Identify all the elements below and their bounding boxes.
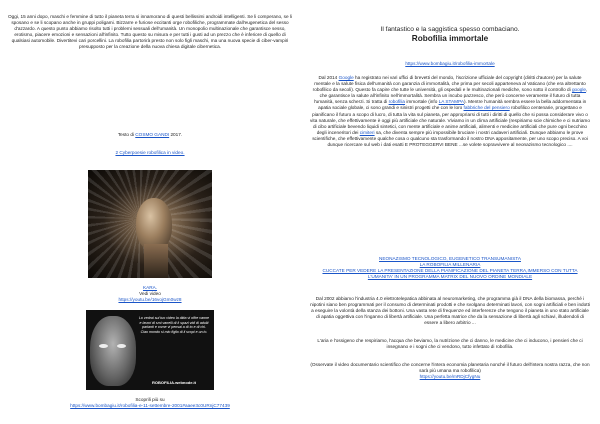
body4-text: (Osservate il video documentario scientifico che concerne l'intera economia planetaria nonché il futuro dell'intera nostra razza, che non sarà più umana ma robofilica) — [310, 362, 590, 374]
cimiteri-link[interactable]: cimiteri — [359, 129, 375, 135]
source-line — [310, 61, 590, 67]
intro-paragraph: Oggi, 15 anni dopo, maschi e femmine di tutto il pianeta terra si innamorano di questi bellissimi androidi intelligenti. Se li comperano, se li sposano e se li scopano anche in gruppi poligami. Bizzarre e furiose eccitanti orge robofiliche, programmate dall'eugenetica del sesso d'azzardo. A questo punto abbiamo risolto tutti i problemi sessuali dell'umanità. Un monopolio multinazionale che garantisce sesso, erotismo, piacere emozioni e sensazioni all'infinito. Tutto questo su misura e per tutti i gusti ad un prezzo che è inferiore di quello di qualsiasi automobile. Divertitevi cari porcellini. La robofilia partorirà presto non solo figli maschi, ma una nuova specie di ciber-vampiri presupposto per la creazione della nuova chiesa digitale cibernetica. — [8, 14, 293, 50]
more-info — [8, 397, 292, 409]
lead-line: Il fantastico e la saggistica spesso combaciano. — [380, 26, 520, 33]
article-title: Robofilia immortale — [411, 34, 489, 43]
cyberpoesie-video-link[interactable]: 2 Cyberpoesie robofilica in video. — [115, 150, 185, 155]
credit-suffix: 2017. — [169, 132, 183, 137]
robofilia-millenaria-link[interactable]: LA ROBOFILIA MILLENARIA — [419, 262, 481, 268]
body1-text-c: , che garantisce la salute all'infinito nell'immortalità. Sembra un incubo pazzesco, che però concerne veramente il futuro di tutta l'umanità, senza scherzi. Si tratta di — [313, 87, 588, 105]
image-head — [136, 198, 172, 250]
body1-text-a: Dal 2014 — [318, 75, 339, 80]
keyword-links — [310, 256, 590, 280]
author-link[interactable]: COSMO GANDI — [135, 132, 170, 137]
credit-prefix: Testo di — [117, 132, 136, 137]
credit-line — [8, 132, 292, 138]
more-url[interactable]: https://www.bombagiu.it/robofilia-e-11-settembre-2001#aaee3c0URnjC77439 — [70, 403, 230, 409]
google-link-2[interactable]: google — [571, 87, 587, 93]
la-stampa-link[interactable]: LA STAMPA — [438, 99, 464, 105]
poster-brand: ROBOFILIA.webnode.it — [152, 380, 196, 385]
fabbriche-link[interactable]: fabbriche del pensiero — [463, 105, 510, 111]
poster-eye-left — [99, 344, 108, 348]
body-paragraph-2: Dal 2002 abbiamo l'industria 4.0 elettrotelepatica abbinata al neuromarketing, che programma già il DNA della biomassa, perché i nipotini siano ben programmati per il consumo di determinati prodotti e che svolgano determinati lavori, con sogni artificiali e ben indotti a eseguire la volontà della stanza dei bottoni. Una vasta rete di frequenze ed interferenze che tengono il pianeta in uno stato artificiale di apatia oggettiva con l'inganno di libertà artificiale. Una perfetta matrice che da la sensazione di libertà agli schiavi, illudendoli di essere a libero arbitrio ... — [310, 296, 590, 326]
vedi-video-label: Vedi video — [139, 291, 161, 297]
poster-face — [90, 316, 136, 386]
presentazione-link[interactable]: CUCCATE PER VEDERE LA PRESENTAZIONE DELLA PIANIFICAZIONE DEL PIANETA TERRA,IMMERSO CON TUTTA L'UMANITA' IN UN PROGRAMMA MATRIX DEL NUOVO ORDINE MONDIALE — [322, 268, 578, 280]
robofilia-poster-image — [86, 310, 214, 390]
kara-link[interactable]: KARA. — [142, 285, 158, 290]
poster-eye-right — [117, 344, 126, 348]
android-head-image — [88, 170, 212, 278]
kara-video-url[interactable]: https://youtu.be/16vojGm0wz8 — [118, 297, 182, 303]
body-paragraph-1 — [310, 75, 590, 148]
body1-text-g: sa, che diventa sempre più impossibile bruciare i nostri cadaveri artificiali. Dunque abbiamo le prove scientifiche, che effettivamente qualche cosa o qualcuno sta trasformando il nostro DNA appositamente, per uno scopo preciso. A voi dunque ricercare sul web i dati esatti E PROTEGGERVI BENE ...se volete sopravvivere al neonazismo tecnologico .... — [312, 129, 588, 148]
google-link-1[interactable]: Google — [338, 75, 354, 80]
body1-text-e: ). Mentre l'umanità sembra essere la bella addormentata in apatia sociale globale, ci sono grandi e sinistri progetti che con le loro — [318, 99, 587, 111]
body1-text-b: ha registrato nei vari uffici di brevetti del mondo, l'iscrizione ufficiale del copyright (diritti d'autore) per la salute mentale e la salute fisica dell'umanità con garanzia di immortalità, che prima per secoli apparteneva al Vaticano (che era altrettanto robofilico da secoli). Questo fa capire che tutte le università, gli ospedali e le multinazionali mediche, sono sotto il controllo di — [312, 75, 586, 93]
source-url[interactable]: https://www.bombagiu.it/robofilia-immortale — [405, 61, 495, 66]
body-paragraph-3: L'aria e l'ossigeno che respiriamo, l'acqua che beviamo, la nutrizione che ci danno, le medicine che ci inducono, i pensieri che ci insegnano e i sogni che ci vendono, tutto infettato di robofilia. — [317, 338, 583, 350]
body-paragraph-4 — [310, 362, 590, 380]
documentary-video-url[interactable]: https://youtu.be/mRDjCfygNu — [419, 374, 481, 380]
right-page — [300, 0, 600, 424]
image-neck — [144, 244, 168, 278]
poster-text: Lo vedrai sul tuo video la ditta vi offre vanne e lavori di smi vanelli di lì spazi vidi di adulti parlanti e come vi pensai a di to e di chi. Ciao mondo si mio figlio di li scopi e un io. — [138, 316, 210, 335]
body1-text-d: immortale (info — [405, 99, 439, 105]
robofilia-link[interactable]: robofilia — [388, 99, 406, 105]
kara-caption — [8, 285, 292, 303]
more-label: Scoprili più su — [135, 397, 165, 402]
video-line — [8, 150, 292, 156]
body1-text-f: robofilico centenarie, progettano e pianificano il futuro a scopo di lucro, di tutta la vita sul pianeta, per appropriarsi di tutti i diritti di quello che si possa considerare vivo o vita naturale, che effettivamente è oggi più artificiale che naturale. Viviamo in un clima artificiale (respiriamo scie chimiche e ci nutriamo di cibo artificiale bevendo liquidi sintetici, con mente artificiale e anime artificiali, alimenti e medicine artificiali che pure ogni becchino degli inceneritori dei — [310, 105, 590, 135]
neonazismo-link[interactable]: NEONAZISMO TECNOLOGICO, EUGENETICO TRANSUMANISTA — [379, 256, 521, 261]
